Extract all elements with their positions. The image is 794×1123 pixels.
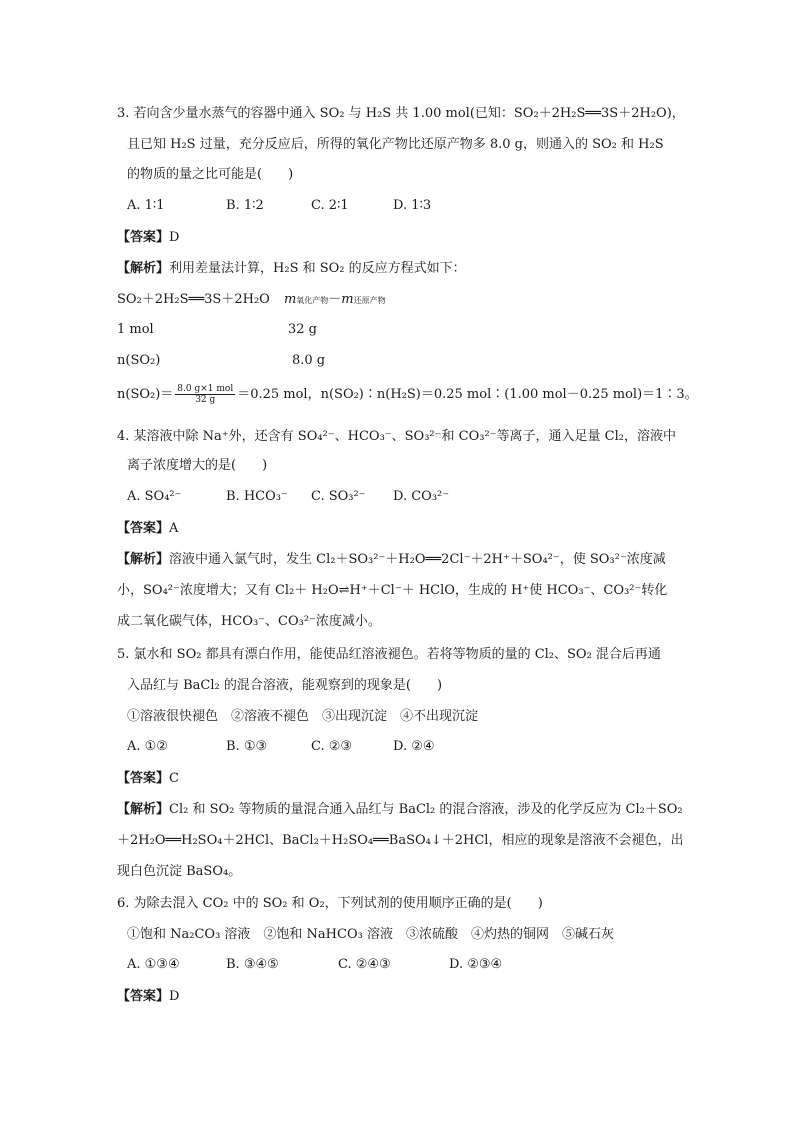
q6-option-b: B. ③④⑤ <box>226 957 279 972</box>
q6-option-d: D. ②③④ <box>449 957 503 972</box>
q4-analysis-line1 <box>117 550 666 570</box>
q4-analysis-line3: 成二氧化碳气体，HCO₃⁻、CO₃²⁻浓度减小。 <box>117 614 381 629</box>
q5-stem-line3: ①溶液很快褪色 ②溶液不褪色 ③出现沉淀 ④不出现沉淀 <box>127 709 479 724</box>
calc-prefix: n(SO₂)＝ <box>117 387 174 402</box>
q5-option-c: C. ②③ <box>311 739 353 754</box>
q3-stem-line3: 的物质的量之比可能是( ) <box>127 167 294 182</box>
minus-sign: － <box>328 292 342 307</box>
fraction-denominator: 32 g <box>195 395 216 405</box>
q6-option-c: C. ②④③ <box>338 957 391 972</box>
q4-option-b: B. HCO₃⁻ <box>226 489 288 504</box>
q5-option-b: B. ①③ <box>226 739 268 754</box>
q3-option-a: A. 1∶1 <box>127 198 165 213</box>
answer-label: 【答案】 <box>117 230 170 245</box>
answer-value: A <box>169 521 179 536</box>
oxidation-product-subscript: 氧化产物 <box>296 296 329 305</box>
q5-answer <box>117 769 179 789</box>
fraction-numerator: 8.0 g×1 mol <box>177 384 234 394</box>
q3-option-b: B. 1∶2 <box>226 198 264 213</box>
analysis-label: 【解析】 <box>117 261 170 276</box>
q3-analysis-line1 <box>117 259 466 279</box>
analysis-text: 利用差量法计算，H₂S 和 SO₂ 的反应方程式如下： <box>169 261 466 276</box>
q3-row1-left: 1 mol <box>117 322 154 337</box>
q5-option-a: A. ①② <box>127 739 168 754</box>
q4-analysis-line2: 小，SO₄²⁻浓度增大；又有 Cl₂＋ H₂O⇌H⁺＋Cl⁻＋ HClO，生成的 H⁺使 HCO₃⁻、CO₃²⁻转化 <box>117 583 668 598</box>
q6-option-a: A. ①③④ <box>127 957 180 972</box>
q5-analysis-line2: ＋2H₂O══H₂SO₄＋2HCl、BaCl₂＋H₂SO₄══BaSO₄↓＋2HCl，相应的现象是溶液不会褪色，出 <box>117 833 684 848</box>
q6-answer <box>117 987 179 1007</box>
q4-answer <box>117 519 178 539</box>
q3-option-c: C. 2∶1 <box>311 198 349 213</box>
q3-answer <box>117 228 179 248</box>
q3-equation-line <box>117 290 386 311</box>
q4-option-c: C. SO₃²⁻ <box>311 489 366 504</box>
q5-analysis-line3: 现白色沉淀 BaSO₄。 <box>117 864 242 879</box>
q3-stem-line2: 且已知 H₂S 过量，充分反应后，所得的氧化产物比还原产物多 8.0 g，则通入的 SO₂ 和 H₂S <box>127 137 664 152</box>
analysis-label: 【解析】 <box>117 802 170 817</box>
q6-stem-line2: ①饱和 Na₂CO₃ 溶液 ②饱和 NaHCO₃ 溶液 ③浓硫酸 ④灼热的铜网 ⑤碱石灰 <box>127 927 614 942</box>
fraction <box>175 384 235 405</box>
q3-row2-left: n(SO₂) <box>117 353 161 368</box>
answer-value: C <box>169 771 179 786</box>
q3-row1-right: 32 g <box>288 322 317 337</box>
answer-label: 【答案】 <box>117 771 170 786</box>
mass-symbol: m <box>283 292 297 307</box>
q4-stem-line1: 4. 某溶液中除 Na⁺外，还含有 SO₄²⁻、HCO₃⁻、SO₃²⁻和 CO₃²⁻等离子，通入足量 Cl₂，溶液中 <box>117 429 676 444</box>
analysis-label: 【解析】 <box>117 552 170 567</box>
q5-analysis-line1 <box>117 800 683 820</box>
equation: SO₂＋2H₂S══3S＋2H₂O <box>117 292 270 307</box>
mass-symbol-2: m <box>341 292 354 307</box>
calc-suffix: ＝0.25 mol，n(SO₂)∶n(H₂S)＝0.25 mol∶(1.00 mol－0.25 mol)＝1∶3。 <box>237 387 698 402</box>
answer-label: 【答案】 <box>117 989 170 1004</box>
q4-option-a: A. SO₄²⁻ <box>127 489 182 504</box>
answer-value: D <box>169 230 180 245</box>
q5-stem-line2: 入品红与 BaCl₂ 的混合溶液，能观察到的现象是( ) <box>127 678 443 693</box>
q3-calculation <box>117 383 698 407</box>
q5-stem-line1: 5. 氯水和 SO₂ 都具有漂白作用，能使品红溶液褪色。若将等物质的量的 Cl₂、SO₂ 混合后再通 <box>117 647 661 662</box>
reduction-product-subscript: 还原产物 <box>353 296 386 305</box>
q3-row2-right: 8.0 g <box>292 353 326 368</box>
q4-option-d: D. CO₃²⁻ <box>393 489 450 504</box>
answer-label: 【答案】 <box>117 521 170 536</box>
q4-stem-line2: 离子浓度增大的是( ) <box>127 458 268 473</box>
q3-option-d: D. 1∶3 <box>393 198 432 213</box>
analysis-text: 溶液中通入氯气时，发生 Cl₂＋SO₃²⁻＋H₂O══2Cl⁻＋2H⁺＋SO₄²⁻，使 SO₃²⁻浓度减 <box>169 552 666 567</box>
q6-stem-line1: 6. 为除去混入 CO₂ 中的 SO₂ 和 O₂，下列试剂的使用顺序正确的是( ) <box>117 896 543 911</box>
analysis-text: Cl₂ 和 SO₂ 等物质的量混合通入品红与 BaCl₂ 的混合溶液，涉及的化学反应为 Cl₂＋SO₂ <box>169 802 683 817</box>
q3-stem-line1: 3. 若向含少量水蒸气的容器中通入 SO₂ 与 H₂S 共 1.00 mol(已知：SO₂＋2H₂S══3S＋2H₂O)， <box>117 106 685 121</box>
answer-value: D <box>169 989 180 1004</box>
q5-option-d: D. ②④ <box>393 739 435 754</box>
